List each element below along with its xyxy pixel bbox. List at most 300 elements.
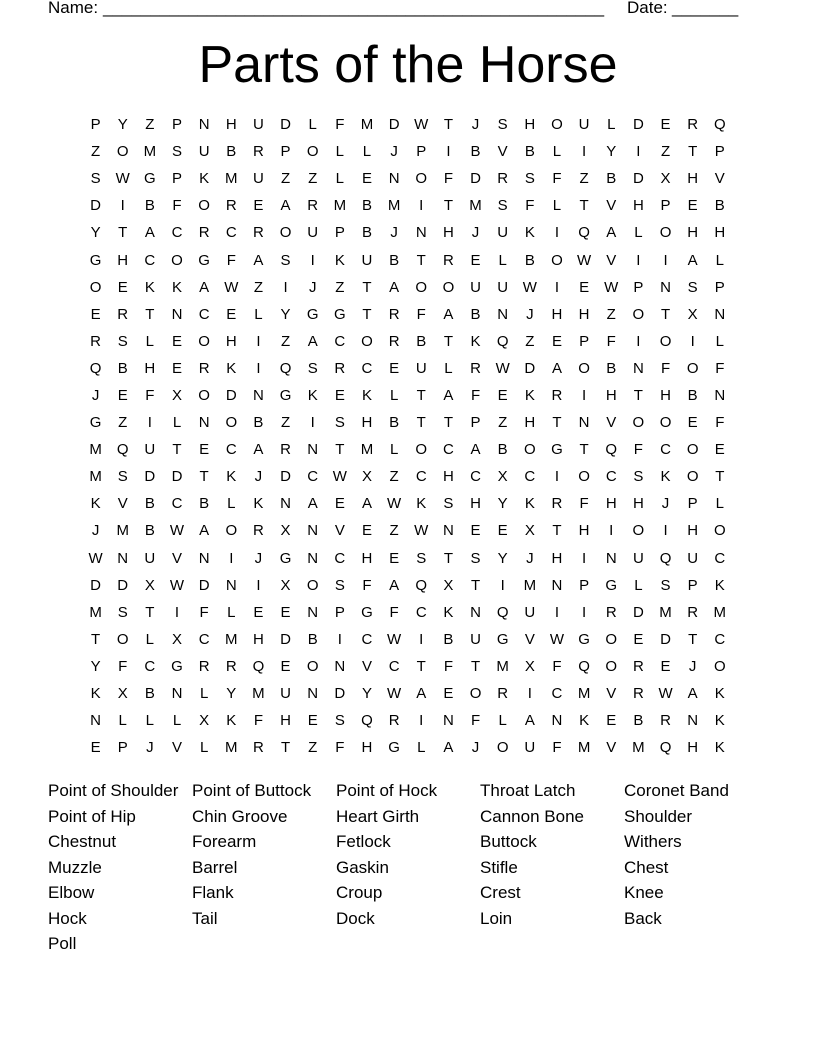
grid-letter[interactable]: A — [199, 522, 210, 540]
grid-letter[interactable]: P — [579, 576, 590, 594]
grid-letter[interactable]: J — [471, 116, 480, 134]
grid-letter[interactable]: N — [605, 549, 617, 567]
grid-letter[interactable]: O — [279, 224, 292, 242]
grid-letter[interactable]: I — [120, 197, 125, 215]
grid-letter[interactable]: U — [497, 224, 509, 242]
grid-letter[interactable]: N — [714, 305, 726, 323]
grid-letter[interactable]: X — [524, 657, 535, 675]
grid-letter[interactable]: I — [636, 332, 641, 350]
grid-letter[interactable]: I — [256, 359, 261, 377]
grid-letter[interactable]: E — [606, 712, 617, 730]
grid-letter[interactable]: G — [496, 630, 509, 648]
grid-letter[interactable]: D — [90, 576, 101, 594]
grid-letter[interactable]: N — [198, 414, 210, 432]
grid-letter[interactable]: C — [415, 468, 427, 486]
grid-letter[interactable]: F — [552, 170, 562, 188]
grid-letter[interactable]: P — [687, 495, 698, 513]
grid-letter[interactable]: B — [389, 414, 400, 432]
grid-letter[interactable]: C — [361, 630, 373, 648]
grid-letter[interactable]: N — [225, 576, 237, 594]
grid-letter[interactable]: G — [334, 305, 346, 323]
grid-letter[interactable]: Q — [279, 359, 292, 377]
grid-letter[interactable]: G — [171, 657, 183, 675]
grid-letter[interactable]: E — [171, 359, 182, 377]
grid-letter[interactable]: U — [470, 630, 481, 648]
grid-letter[interactable]: T — [416, 386, 426, 404]
grid-letter[interactable]: L — [634, 224, 643, 242]
grid-letter[interactable]: M — [225, 739, 238, 757]
grid-letter[interactable]: O — [551, 116, 563, 134]
grid-letter[interactable]: E — [714, 441, 725, 459]
grid-letter[interactable]: E — [117, 278, 128, 296]
grid-letter[interactable]: A — [470, 441, 481, 459]
grid-letter[interactable]: C — [334, 549, 346, 567]
grid-letter[interactable]: O — [523, 441, 536, 459]
grid-letter[interactable]: Q — [496, 603, 509, 621]
grid-letter[interactable]: S — [117, 332, 128, 350]
grid-letter[interactable]: O — [632, 522, 645, 540]
grid-letter[interactable]: O — [225, 522, 238, 540]
grid-letter[interactable]: O — [306, 576, 319, 594]
grid-letter[interactable]: O — [116, 630, 129, 648]
grid-letter[interactable]: A — [280, 197, 291, 215]
grid-letter[interactable]: N — [388, 170, 400, 188]
grid-letter[interactable]: W — [387, 685, 402, 703]
grid-letter[interactable]: L — [362, 143, 372, 161]
date-field[interactable]: _______ — [672, 0, 739, 17]
grid-letter[interactable]: N — [198, 116, 210, 134]
grid-letter[interactable]: G — [306, 305, 319, 323]
grid-letter[interactable]: I — [500, 576, 505, 594]
grid-letter[interactable]: T — [145, 305, 155, 323]
grid-letter[interactable]: K — [579, 712, 590, 730]
grid-letter[interactable]: J — [254, 468, 263, 486]
grid-letter[interactable]: T — [199, 468, 209, 486]
grid-letter[interactable]: T — [416, 414, 426, 432]
grid-letter[interactable]: X — [171, 386, 182, 404]
grid-letter[interactable]: S — [280, 251, 291, 269]
grid-letter[interactable]: S — [443, 495, 454, 513]
grid-letter[interactable]: P — [687, 576, 698, 594]
grid-letter[interactable]: P — [714, 143, 725, 161]
grid-letter[interactable]: D — [632, 170, 644, 188]
grid-letter[interactable]: N — [470, 603, 481, 621]
grid-letter[interactable]: V — [606, 251, 617, 269]
grid-letter[interactable]: G — [144, 170, 156, 188]
grid-letter[interactable]: O — [442, 278, 455, 296]
grid-letter[interactable]: D — [144, 468, 156, 486]
grid-letter[interactable]: I — [229, 549, 234, 567]
grid-letter[interactable]: O — [198, 386, 210, 404]
grid-letter[interactable]: N — [90, 712, 101, 730]
grid-letter[interactable]: L — [417, 739, 426, 757]
grid-letter[interactable]: R — [225, 197, 237, 215]
grid-letter[interactable]: U — [361, 251, 373, 269]
grid-letter[interactable]: K — [334, 251, 345, 269]
grid-letter[interactable]: E — [226, 305, 237, 323]
grid-letter[interactable]: V — [117, 495, 128, 513]
grid-letter[interactable]: C — [144, 251, 156, 269]
grid-letter[interactable]: R — [388, 332, 400, 350]
grid-letter[interactable]: O — [361, 332, 373, 350]
grid-letter[interactable]: M — [496, 657, 509, 675]
grid-letter[interactable]: R — [497, 685, 509, 703]
grid-letter[interactable]: Y — [280, 305, 291, 323]
grid-letter[interactable]: K — [416, 495, 427, 513]
grid-letter[interactable]: J — [254, 549, 263, 567]
grid-letter[interactable]: E — [90, 739, 101, 757]
grid-letter[interactable]: Z — [118, 414, 128, 432]
grid-letter[interactable]: N — [198, 549, 210, 567]
grid-letter[interactable]: O — [578, 468, 590, 486]
grid-letter[interactable]: O — [632, 305, 645, 323]
grid-letter[interactable]: L — [498, 712, 507, 730]
grid-letter[interactable]: N — [117, 549, 129, 567]
grid-letter[interactable]: L — [199, 685, 209, 703]
grid-letter[interactable]: B — [687, 386, 698, 404]
grid-letter[interactable]: O — [116, 143, 129, 161]
grid-letter[interactable]: L — [389, 441, 399, 459]
grid-letter[interactable]: L — [715, 332, 724, 350]
grid-letter[interactable]: B — [606, 359, 617, 377]
grid-letter[interactable]: Z — [498, 414, 508, 432]
grid-letter[interactable]: M — [632, 739, 645, 757]
grid-letter[interactable]: M — [333, 197, 347, 215]
grid-letter[interactable]: F — [335, 116, 345, 134]
grid-letter[interactable]: B — [361, 224, 372, 242]
grid-letter[interactable]: L — [308, 116, 317, 134]
grid-letter[interactable]: B — [144, 522, 155, 540]
grid-letter[interactable]: C — [198, 305, 210, 323]
grid-letter[interactable]: T — [90, 630, 101, 648]
grid-letter[interactable]: J — [390, 224, 398, 242]
grid-letter[interactable]: N — [442, 522, 454, 540]
grid-letter[interactable]: E — [687, 197, 698, 215]
grid-letter[interactable]: L — [389, 386, 399, 404]
grid-letter[interactable]: X — [687, 305, 698, 323]
grid-letter[interactable]: R — [252, 522, 264, 540]
grid-letter[interactable]: C — [551, 685, 563, 703]
grid-letter[interactable]: A — [389, 576, 400, 594]
grid-letter[interactable]: Q — [116, 441, 129, 459]
grid-letter[interactable]: K — [199, 170, 210, 188]
grid-letter[interactable]: R — [90, 332, 101, 350]
grid-letter[interactable]: R — [117, 305, 129, 323]
grid-letter[interactable]: E — [660, 657, 671, 675]
grid-letter[interactable]: U — [524, 603, 536, 621]
grid-letter[interactable]: U — [470, 278, 481, 296]
grid-letter[interactable]: B — [416, 332, 427, 350]
grid-letter[interactable]: H — [605, 495, 617, 513]
grid-letter[interactable]: Z — [606, 305, 616, 323]
grid-letter[interactable]: E — [334, 495, 345, 513]
grid-letter[interactable]: I — [527, 685, 532, 703]
grid-letter[interactable]: O — [713, 657, 726, 675]
grid-letter[interactable]: V — [714, 170, 725, 188]
grid-letter[interactable]: W — [577, 251, 592, 269]
grid-letter[interactable]: I — [554, 224, 560, 242]
grid-letter[interactable]: K — [714, 685, 725, 703]
grid-letter[interactable]: N — [307, 685, 319, 703]
grid-letter[interactable]: S — [497, 197, 508, 215]
grid-letter[interactable]: A — [606, 224, 617, 242]
grid-letter[interactable]: C — [442, 441, 454, 459]
grid-letter[interactable]: L — [552, 197, 562, 215]
grid-letter[interactable]: U — [144, 549, 156, 567]
grid-letter[interactable]: S — [334, 414, 345, 432]
grid-letter[interactable]: P — [280, 143, 291, 161]
grid-letter[interactable]: V — [334, 522, 345, 540]
grid-letter[interactable]: L — [145, 712, 155, 730]
grid-letter[interactable]: F — [335, 739, 345, 757]
grid-letter[interactable]: K — [524, 386, 535, 404]
grid-letter[interactable]: L — [145, 332, 155, 350]
grid-letter[interactable]: M — [659, 603, 672, 621]
grid-letter[interactable]: A — [551, 359, 562, 377]
grid-letter[interactable]: W — [522, 278, 537, 296]
grid-letter[interactable]: I — [174, 603, 180, 621]
grid-letter[interactable]: I — [582, 603, 587, 621]
grid-letter[interactable]: H — [632, 197, 644, 215]
grid-letter[interactable]: F — [470, 712, 481, 730]
grid-letter[interactable]: N — [660, 278, 671, 296]
grid-letter[interactable]: A — [416, 685, 427, 703]
grid-letter[interactable]: R — [334, 359, 346, 377]
grid-letter[interactable]: B — [307, 630, 318, 648]
grid-letter[interactable]: G — [578, 630, 590, 648]
grid-letter[interactable]: R — [551, 386, 563, 404]
grid-letter[interactable]: N — [551, 576, 563, 594]
grid-letter[interactable]: S — [90, 170, 101, 188]
grid-letter[interactable]: H — [687, 522, 699, 540]
grid-letter[interactable]: O — [415, 441, 428, 459]
grid-letter[interactable]: H — [470, 495, 481, 513]
grid-letter[interactable]: B — [253, 414, 264, 432]
grid-letter[interactable]: O — [469, 685, 482, 703]
grid-letter[interactable]: E — [551, 332, 562, 350]
grid-letter[interactable]: V — [606, 685, 617, 703]
grid-letter[interactable]: N — [307, 522, 319, 540]
grid-letter[interactable]: B — [144, 685, 155, 703]
grid-letter[interactable]: D — [225, 386, 237, 404]
grid-letter[interactable]: H — [524, 414, 536, 432]
grid-letter[interactable]: C — [307, 468, 319, 486]
grid-letter[interactable]: P — [117, 739, 128, 757]
grid-letter[interactable]: U — [144, 441, 156, 459]
grid-letter[interactable]: N — [578, 414, 590, 432]
grid-letter[interactable]: Z — [389, 522, 399, 540]
grid-letter[interactable]: X — [361, 468, 372, 486]
grid-letter[interactable]: O — [686, 468, 699, 486]
grid-letter[interactable]: J — [471, 739, 480, 757]
grid-letter[interactable]: N — [307, 441, 319, 459]
grid-letter[interactable]: O — [171, 251, 183, 269]
grid-letter[interactable]: R — [252, 224, 264, 242]
grid-letter[interactable]: P — [334, 603, 345, 621]
grid-letter[interactable]: O — [551, 251, 563, 269]
grid-letter[interactable]: T — [443, 549, 453, 567]
grid-letter[interactable]: F — [362, 576, 372, 594]
grid-letter[interactable]: B — [144, 197, 155, 215]
grid-letter[interactable]: A — [144, 224, 155, 242]
grid-letter[interactable]: J — [526, 305, 534, 323]
grid-letter[interactable]: E — [253, 197, 264, 215]
grid-letter[interactable]: M — [89, 603, 102, 621]
grid-letter[interactable]: W — [604, 278, 619, 296]
grid-letter[interactable]: H — [660, 386, 671, 404]
grid-letter[interactable]: F — [552, 657, 562, 675]
grid-letter[interactable]: P — [171, 170, 182, 188]
grid-letter[interactable]: Q — [89, 359, 102, 377]
grid-letter[interactable]: G — [605, 576, 618, 594]
grid-letter[interactable]: O — [659, 332, 672, 350]
grid-letter[interactable]: B — [199, 495, 210, 513]
grid-letter[interactable]: F — [470, 386, 481, 404]
grid-letter[interactable]: G — [551, 441, 563, 459]
grid-letter[interactable]: E — [117, 386, 128, 404]
grid-letter[interactable]: R — [388, 712, 400, 730]
grid-letter[interactable]: G — [279, 386, 292, 404]
grid-letter[interactable]: O — [225, 414, 238, 432]
grid-letter[interactable]: Y — [497, 495, 508, 513]
grid-letter[interactable]: H — [442, 468, 454, 486]
grid-letter[interactable]: F — [579, 495, 589, 513]
grid-letter[interactable]: O — [659, 224, 672, 242]
grid-letter[interactable]: M — [116, 522, 129, 540]
grid-letter[interactable]: H — [687, 224, 699, 242]
grid-letter[interactable]: B — [633, 712, 644, 730]
grid-letter[interactable]: O — [632, 414, 645, 432]
grid-letter[interactable]: D — [280, 630, 291, 648]
grid-letter[interactable]: S — [687, 278, 698, 296]
grid-letter[interactable]: F — [118, 657, 128, 675]
grid-letter[interactable]: A — [443, 739, 454, 757]
grid-letter[interactable]: Q — [578, 224, 590, 242]
grid-letter[interactable]: O — [578, 359, 590, 377]
grid-letter[interactable]: V — [171, 739, 182, 757]
grid-letter[interactable]: I — [419, 630, 424, 648]
grid-letter[interactable]: U — [497, 278, 509, 296]
grid-letter[interactable]: D — [280, 468, 291, 486]
grid-letter[interactable]: R — [605, 603, 617, 621]
grid-letter[interactable]: K — [714, 712, 725, 730]
grid-letter[interactable]: X — [280, 576, 291, 594]
grid-letter[interactable]: E — [389, 359, 400, 377]
grid-letter[interactable]: S — [307, 359, 318, 377]
grid-letter[interactable]: H — [632, 495, 644, 513]
grid-letter[interactable]: N — [497, 305, 509, 323]
grid-letter[interactable]: K — [361, 386, 372, 404]
grid-letter[interactable]: S — [334, 576, 345, 594]
grid-letter[interactable]: A — [443, 305, 454, 323]
grid-letter[interactable]: H — [144, 359, 156, 377]
grid-letter[interactable]: Z — [308, 739, 318, 757]
grid-letter[interactable]: I — [582, 549, 587, 567]
grid-letter[interactable]: S — [470, 549, 481, 567]
grid-letter[interactable]: I — [310, 414, 315, 432]
grid-letter[interactable]: F — [715, 414, 725, 432]
grid-letter[interactable]: R — [252, 143, 264, 161]
grid-letter[interactable]: B — [497, 441, 508, 459]
grid-letter[interactable]: F — [443, 170, 453, 188]
grid-letter[interactable]: M — [577, 685, 591, 703]
grid-letter[interactable]: E — [361, 170, 372, 188]
grid-letter[interactable]: O — [415, 278, 428, 296]
grid-letter[interactable]: F — [525, 197, 535, 215]
grid-letter[interactable]: H — [551, 549, 563, 567]
grid-letter[interactable]: R — [225, 657, 237, 675]
grid-letter[interactable]: C — [171, 495, 183, 513]
grid-letter[interactable]: H — [687, 739, 699, 757]
grid-letter[interactable]: J — [390, 143, 398, 161]
grid-letter[interactable]: Y — [497, 549, 508, 567]
grid-letter[interactable]: C — [388, 657, 400, 675]
grid-letter[interactable]: W — [495, 359, 510, 377]
grid-letter[interactable]: A — [307, 332, 318, 350]
grid-letter[interactable]: L — [715, 495, 724, 513]
grid-letter[interactable]: T — [145, 603, 155, 621]
grid-letter[interactable]: A — [389, 278, 400, 296]
grid-letter[interactable]: E — [361, 522, 372, 540]
grid-letter[interactable]: O — [686, 441, 699, 459]
grid-letter[interactable]: Z — [280, 332, 291, 350]
grid-letter[interactable]: D — [171, 468, 183, 486]
grid-letter[interactable]: I — [663, 522, 668, 540]
grid-letter[interactable]: J — [688, 657, 697, 675]
grid-letter[interactable]: R — [252, 739, 264, 757]
grid-letter[interactable]: N — [307, 603, 319, 621]
grid-letter[interactable]: C — [225, 441, 237, 459]
grid-letter[interactable]: I — [283, 278, 288, 296]
grid-letter[interactable]: F — [145, 386, 155, 404]
grid-letter[interactable]: F — [633, 441, 643, 459]
grid-letter[interactable]: T — [443, 116, 453, 134]
grid-letter[interactable]: L — [227, 603, 236, 621]
grid-letter[interactable]: U — [578, 116, 590, 134]
grid-letter[interactable]: Z — [280, 414, 291, 432]
grid-letter[interactable]: R — [660, 712, 671, 730]
grid-letter[interactable]: N — [442, 712, 454, 730]
grid-letter[interactable]: N — [171, 685, 183, 703]
grid-letter[interactable]: A — [307, 495, 318, 513]
grid-letter[interactable]: H — [442, 224, 454, 242]
grid-letter[interactable]: L — [172, 712, 182, 730]
grid-letter[interactable]: D — [334, 685, 346, 703]
grid-letter[interactable]: T — [688, 143, 698, 161]
grid-letter[interactable]: S — [334, 712, 345, 730]
grid-letter[interactable]: U — [524, 739, 536, 757]
grid-letter[interactable]: M — [387, 197, 401, 215]
grid-letter[interactable]: K — [90, 685, 101, 703]
grid-letter[interactable]: P — [579, 332, 590, 350]
grid-letter[interactable]: E — [280, 603, 291, 621]
grid-letter[interactable]: G — [198, 251, 210, 269]
grid-letter[interactable]: H — [714, 224, 726, 242]
grid-letter[interactable]: G — [279, 549, 292, 567]
grid-letter[interactable]: M — [469, 197, 482, 215]
grid-letter[interactable]: H — [252, 630, 264, 648]
grid-letter[interactable]: V — [171, 549, 182, 567]
grid-letter[interactable]: L — [227, 495, 236, 513]
grid-letter[interactable]: U — [198, 143, 210, 161]
grid-letter[interactable]: K — [714, 576, 725, 594]
grid-letter[interactable]: J — [661, 495, 670, 513]
grid-letter[interactable]: V — [524, 630, 535, 648]
grid-letter[interactable]: V — [606, 197, 617, 215]
grid-letter[interactable]: O — [198, 332, 210, 350]
grid-letter[interactable]: C — [361, 359, 373, 377]
grid-letter[interactable]: T — [362, 305, 372, 323]
